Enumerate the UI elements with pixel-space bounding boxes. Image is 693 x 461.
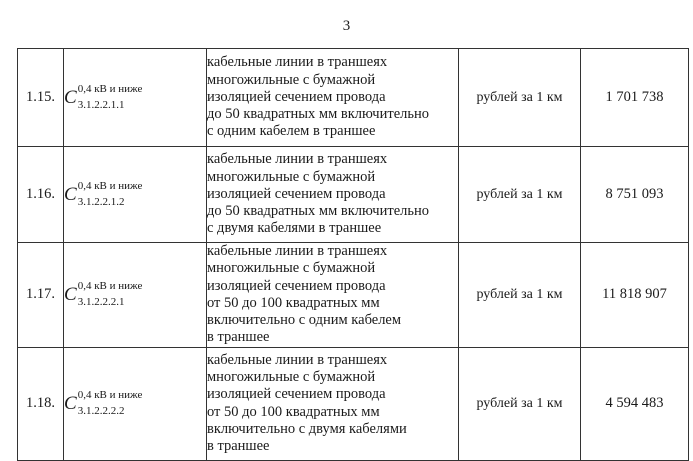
description-line: многожильные с бумажной (207, 260, 376, 277)
rates-table (17, 48, 689, 461)
row-unit: рублей за 1 км (459, 147, 581, 243)
description-line: в траншее (207, 329, 270, 346)
rate-symbol (64, 347, 207, 460)
symbol-superscript: 0,4 кВ и ниже (77, 280, 143, 293)
row-number: 1.16. (18, 147, 64, 243)
row-number: 1.18. (18, 347, 64, 460)
table-row (18, 347, 689, 460)
page-number: 3 (342, 18, 351, 34)
rate-symbol (64, 243, 207, 348)
description-line: многожильные с бумажной (207, 71, 376, 88)
description-line: изоляцией сечением провода (207, 88, 386, 105)
symbol-base: C (64, 87, 77, 108)
row-number: 1.17. (18, 243, 64, 348)
description-line: в траншее (207, 438, 270, 455)
description-line: до 50 квадратных мм включительно (207, 106, 429, 123)
row-value: 4 594 483 (581, 347, 689, 460)
row-unit: рублей за 1 км (459, 347, 581, 460)
description-line: изоляцией сечением провода (207, 277, 386, 294)
table-row (18, 147, 689, 243)
symbol-superscript: 0,4 кВ и ниже (77, 82, 143, 95)
row-description (207, 147, 459, 243)
description-line: кабельные линии в траншеях (207, 54, 388, 71)
description-line: с одним кабелем в траншее (207, 123, 376, 140)
row-description (207, 49, 459, 147)
description-line: кабельные линии в траншеях (207, 243, 388, 259)
description-line: многожильные с бумажной (207, 168, 376, 185)
row-number: 1.15. (18, 49, 64, 147)
symbol-base: C (64, 184, 77, 205)
row-unit: рублей за 1 км (459, 49, 581, 147)
row-description (207, 243, 459, 348)
table-row (18, 49, 689, 147)
description-line: от 50 до 100 квадратных мм (207, 403, 380, 420)
row-value: 11 818 907 (581, 243, 689, 348)
description-line: кабельные линии в траншеях (207, 351, 388, 368)
table-row (18, 243, 689, 348)
description-line: изоляцией сечением провода (207, 386, 386, 403)
description-line: с двумя кабелями в траншее (207, 220, 382, 237)
row-unit: рублей за 1 км (459, 243, 581, 348)
description-line: кабельные линии в траншеях (207, 151, 388, 168)
description-line: многожильные с бумажной (207, 369, 376, 386)
description-line: включительно с одним кабелем (207, 312, 402, 329)
description-line: от 50 до 100 квадратных мм (207, 294, 380, 311)
description-line: изоляцией сечением провода (207, 185, 386, 202)
description-line: до 50 квадратных мм включительно (207, 203, 429, 220)
symbol-subscript: 3.1.2.2.2.1 (77, 295, 125, 308)
symbol-subscript: 3.1.2.2.1.2 (77, 195, 125, 208)
symbol-base: C (64, 393, 77, 415)
rate-symbol (64, 49, 207, 147)
row-value: 1 701 738 (581, 49, 689, 147)
row-description (207, 347, 459, 460)
symbol-subscript: 3.1.2.2.2.2 (77, 404, 125, 417)
symbol-superscript: 0,4 кВ и ниже (77, 179, 143, 192)
symbol-base: C (64, 284, 77, 306)
description-line: включительно с двумя кабелями (207, 421, 407, 438)
rate-symbol (64, 147, 207, 243)
symbol-subscript: 3.1.2.2.1.1 (77, 98, 125, 111)
symbol-superscript: 0,4 кВ и ниже (77, 389, 143, 402)
row-value: 8 751 093 (581, 147, 689, 243)
